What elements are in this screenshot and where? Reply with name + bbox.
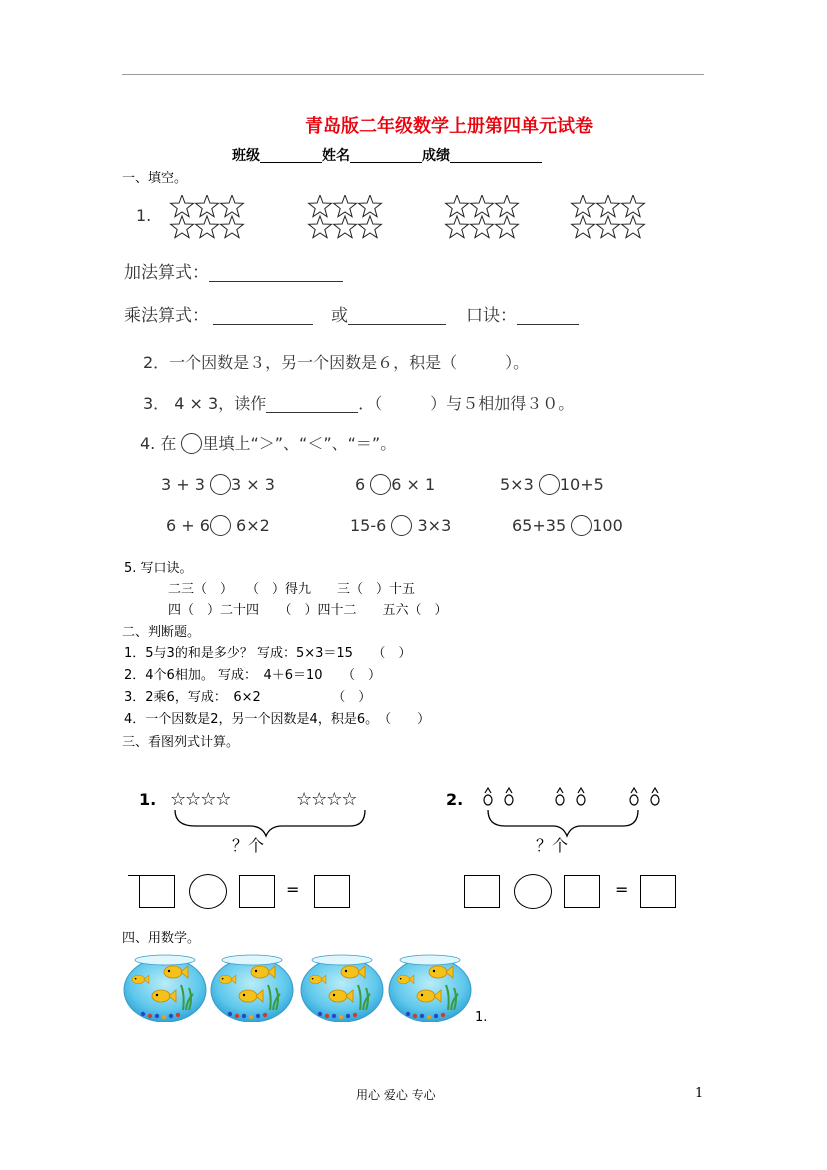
section4-q1-number: 1. xyxy=(475,1010,488,1025)
footer-motto: 用心 爱心 专心 xyxy=(356,1088,436,1102)
score-label: 成绩 xyxy=(422,148,450,164)
compare-6-left: 65+35 xyxy=(512,516,567,535)
question-2: 2．一个因数是３，另一个因数是６，积是（ ）。 xyxy=(143,353,530,372)
addition-blank[interactable] xyxy=(209,265,343,282)
question-3 xyxy=(143,391,574,414)
score-blank[interactable] xyxy=(450,148,542,163)
page-title: 青岛版二年级数学上册第四单元试卷 xyxy=(305,116,593,137)
star-icon xyxy=(359,195,382,217)
q3-text-b: ．（ ）与５相加得３０。 xyxy=(358,394,575,413)
star-icon xyxy=(359,216,382,238)
compare-3-right: 10+5 xyxy=(559,475,604,494)
compare-4 xyxy=(166,515,270,536)
name-label: 姓名 xyxy=(322,148,350,164)
q3-text-a: 3． 4 × 3，读作 xyxy=(143,394,267,413)
picture-problem-1-number: 1. xyxy=(139,790,157,809)
picture-problem-2-number: 2. xyxy=(446,790,464,809)
star-icon xyxy=(446,195,469,217)
radish-icon xyxy=(577,788,585,805)
class-blank[interactable] xyxy=(260,148,322,163)
star-icon xyxy=(334,195,357,217)
page-number: 1 xyxy=(695,1086,704,1101)
radish-icon xyxy=(651,788,659,805)
compare-1-left: 3 + 3 xyxy=(161,475,205,494)
judge-item-3: 3．2乘6，写成： 6×2 （ ） xyxy=(124,690,372,705)
class-label: 班级 xyxy=(232,148,260,164)
q1-number: 1. xyxy=(136,206,152,225)
multiplication-blank-2[interactable] xyxy=(348,308,446,325)
answer-box[interactable] xyxy=(464,875,500,908)
header-rule xyxy=(122,74,704,75)
operator-circle[interactable] xyxy=(514,874,552,909)
addition-line xyxy=(124,258,343,283)
compare-circle[interactable] xyxy=(571,515,592,536)
equals-sign: = xyxy=(615,880,629,899)
answer-box[interactable] xyxy=(640,875,676,908)
judge-item-1: 1．5与3的和是多少？ 写成：5×3＝15 （ ） xyxy=(124,646,412,661)
name-blank[interactable] xyxy=(350,148,422,163)
koujue-blank[interactable] xyxy=(517,308,579,325)
multiplication-line xyxy=(124,301,579,326)
star-group-3 xyxy=(443,195,523,241)
multiplication-label: 乘法算式： xyxy=(124,306,209,326)
fishbowl-icon xyxy=(388,950,472,1022)
q4-text-a: 4. 在 xyxy=(140,434,177,453)
compare-6-right: 100 xyxy=(592,516,623,535)
answer-box[interactable] xyxy=(139,875,175,908)
star-icon xyxy=(572,216,595,238)
star-icon xyxy=(471,216,494,238)
question-4 xyxy=(140,431,396,454)
compare-circle[interactable] xyxy=(391,515,412,536)
compare-5 xyxy=(350,515,451,536)
fishbowl-icon xyxy=(300,950,384,1022)
compare-4-left: 6 + 6 xyxy=(166,516,210,535)
star-icon xyxy=(309,195,332,217)
question-5-row-2: 四（ ）二十四 （ ）四十二 五六（ ） xyxy=(168,603,448,618)
compare-circle[interactable] xyxy=(210,474,231,495)
question-5-title: 5. 写口诀。 xyxy=(124,561,193,576)
q4-circle-icon xyxy=(181,433,202,454)
radish-icon xyxy=(556,788,564,805)
star-icon xyxy=(597,216,620,238)
star-group-4 xyxy=(569,195,649,241)
star-icon xyxy=(171,216,194,238)
star-icon xyxy=(221,216,244,238)
compare-4-right: 6×2 xyxy=(236,516,270,535)
star-icon xyxy=(221,195,244,217)
star-icon xyxy=(334,216,357,238)
q3-blank[interactable] xyxy=(266,396,358,413)
brace-1-icon xyxy=(170,808,370,838)
star-icon xyxy=(572,195,595,217)
or-label: 或 xyxy=(331,306,348,326)
student-info-line xyxy=(232,145,542,165)
question-5-row-1: 二三（ ） （ ）得九 三（ ）十五 xyxy=(168,582,416,597)
addition-label: 加法算式： xyxy=(124,263,209,283)
compare-1 xyxy=(161,474,275,495)
compare-5-right: 3×3 xyxy=(417,516,452,535)
fishbowl-icon xyxy=(210,950,294,1022)
picture-problem-1-question: ？个 xyxy=(232,836,265,855)
star-group-1 xyxy=(168,195,248,241)
star-icon xyxy=(622,216,645,238)
radish-icon xyxy=(505,788,513,805)
section4-heading: 四、用数学。 xyxy=(122,931,201,946)
section1-heading: 一、填空。 xyxy=(122,171,188,186)
picture-problem-1-stars-a: ☆☆☆☆ xyxy=(170,789,231,810)
compare-3 xyxy=(500,474,604,495)
compare-circle[interactable] xyxy=(539,474,560,495)
compare-2 xyxy=(355,474,435,495)
fishbowl-icon xyxy=(123,950,207,1022)
radish-icon xyxy=(484,788,492,805)
star-icon xyxy=(471,195,494,217)
star-icon xyxy=(597,195,620,217)
star-icon xyxy=(446,216,469,238)
compare-circle[interactable] xyxy=(370,474,391,495)
radish-icon xyxy=(630,788,638,805)
compare-1-right: 3 × 3 xyxy=(231,475,275,494)
koujue-label: 口诀： xyxy=(466,306,517,326)
star-icon xyxy=(496,195,519,217)
star-group-2 xyxy=(306,195,386,241)
star-icon xyxy=(622,195,645,217)
star-icon xyxy=(496,216,519,238)
star-icon xyxy=(309,216,332,238)
star-icon xyxy=(196,195,219,217)
section3-heading: 三、看图列式计算。 xyxy=(122,735,240,750)
answer-box[interactable] xyxy=(239,875,275,908)
star-icon xyxy=(171,195,194,217)
compare-5-left: 15-6 xyxy=(350,516,387,535)
star-icon xyxy=(196,216,219,238)
compare-circle[interactable] xyxy=(210,515,231,536)
picture-problem-1-stars-b: ☆☆☆☆ xyxy=(296,789,357,810)
equals-sign: = xyxy=(286,880,300,899)
q4-text-b: 里填上“＞”、“＜”、“＝”。 xyxy=(202,434,397,453)
answer-box[interactable] xyxy=(314,875,350,908)
operator-circle[interactable] xyxy=(189,874,227,909)
judge-item-4: 4．一个因数是2，另一个因数是4，积是6。 （ ） xyxy=(124,712,431,727)
section2-heading: 二、判断题。 xyxy=(122,625,201,640)
answer-box[interactable] xyxy=(564,875,600,908)
compare-2-left: 6 xyxy=(355,475,366,494)
compare-3-left: 5×3 xyxy=(500,475,534,494)
compare-2-right: 6 × 1 xyxy=(391,475,436,494)
multiplication-blank-1[interactable] xyxy=(213,308,313,325)
picture-problem-2-question: ？个 xyxy=(536,836,569,855)
judge-item-2: 2．4个6相加。 写成： 4＋6＝10 （ ） xyxy=(124,668,382,683)
compare-6 xyxy=(512,515,623,536)
